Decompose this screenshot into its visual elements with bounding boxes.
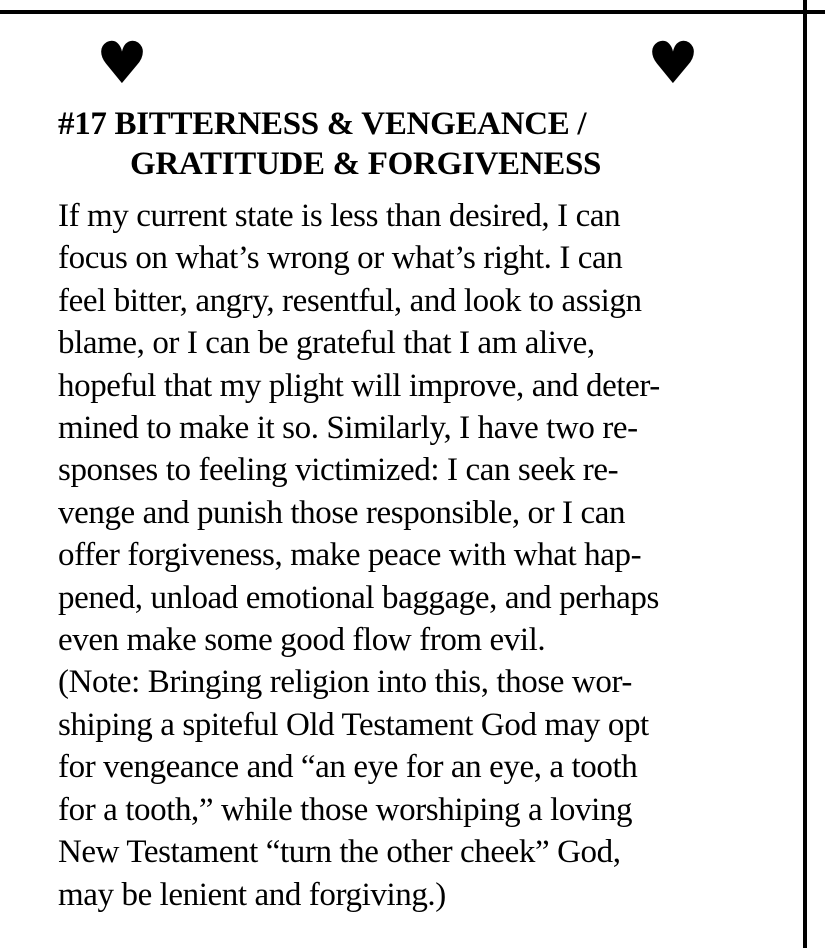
- body-line: venge and punish those responsible, or I can: [58, 494, 626, 531]
- heading-line-1: #17 BITTERNESS & VENGEANCE /: [58, 106, 587, 142]
- right-border-rule: [803, 0, 807, 948]
- note-line: may be lenient and forgiving.): [58, 876, 446, 913]
- body-line: pened, unload emotional baggage, and perhaps: [58, 579, 659, 616]
- body-line: even make some good flow from evil.: [58, 622, 546, 659]
- body-line: blame, or I can be grateful that I am alive,: [58, 325, 595, 362]
- body-line: If my current state is less than desired, I can: [58, 198, 621, 234]
- heading-line-2: GRATITUDE & FORGIVENESS: [130, 146, 602, 182]
- note-line: for vengeance and “an eye for an eye, a tooth: [58, 749, 638, 786]
- body-paragraph: [58, 195, 798, 916]
- note-line: for a tooth,” while those worshiping a loving: [58, 791, 633, 828]
- heart-icon-right: ♥: [647, 29, 699, 97]
- top-border-rule: [0, 10, 825, 14]
- note-line: shiping a spiteful Old Testament God may opt: [58, 706, 649, 743]
- body-line: offer forgiveness, make peace with what hap-: [58, 537, 642, 574]
- body-line: focus on what’s wrong or what’s right. I can: [58, 240, 623, 277]
- body-line: feel bitter, angry, resentful, and look to assign: [58, 282, 642, 319]
- note-line: (Note: Bringing religion into this, those wor-: [58, 664, 632, 701]
- body-line: sponses to feeling victimized: I can seek re-: [58, 452, 619, 489]
- body-line: mined to make it so. Similarly, I have two re-: [58, 410, 638, 447]
- body-line: hopeful that my plight will improve, and deter-: [58, 367, 660, 404]
- section-heading: [58, 104, 798, 184]
- note-line: New Testament “turn the other cheek” God,: [58, 834, 621, 871]
- heart-icon-left: ♥: [96, 29, 148, 97]
